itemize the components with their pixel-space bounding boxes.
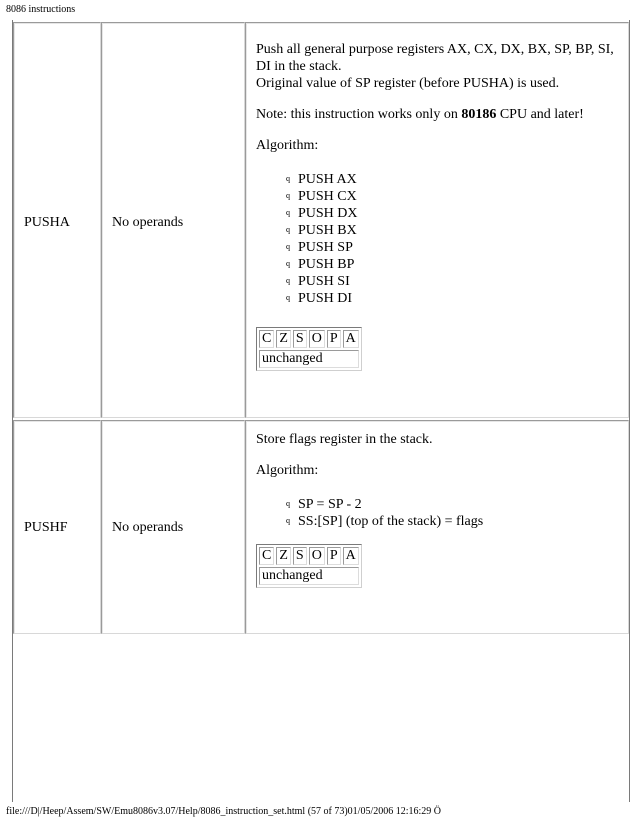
bullet-icon: q: [286, 293, 290, 302]
description-line-1: Push all general purpose registers AX, CX, DX, BX, SP, BP, SI, DI in the stack.: [256, 42, 614, 74]
list-item: [286, 205, 618, 222]
operands-cell: [101, 22, 245, 418]
mnemonic-text: PUSHF: [24, 520, 68, 535]
algorithm-step: PUSH DX: [298, 206, 358, 221]
mnemonic-cell: [13, 22, 101, 418]
flag-a: A: [343, 330, 359, 348]
bullet-icon: q: [286, 225, 290, 234]
flag-o: O: [309, 330, 325, 348]
flags-value: unchanged: [259, 567, 359, 585]
operands-text: No operands: [112, 520, 184, 535]
bullet-icon: q: [286, 191, 290, 200]
flag-p: P: [327, 330, 341, 348]
flags-header-row: [259, 547, 359, 565]
list-item: [286, 171, 618, 188]
list-item: [286, 256, 618, 273]
algorithm-step: PUSH AX: [298, 172, 357, 187]
description-line-2: Original value of SP register (before PUSHA) is used.: [256, 76, 560, 91]
flag-a: A: [343, 547, 359, 565]
bullet-icon: q: [286, 208, 290, 217]
flags-value-row: [259, 350, 359, 368]
flag-c: C: [259, 330, 274, 348]
algorithm-label: Algorithm:: [256, 463, 319, 478]
flags-value: unchanged: [259, 350, 359, 368]
flag-c: C: [259, 547, 274, 565]
algorithm-step: PUSH DI: [298, 291, 353, 306]
list-item: [286, 513, 618, 530]
flags-value-row: [259, 567, 359, 585]
algorithm-step: SP = SP - 2: [298, 497, 362, 512]
algorithm-list: [256, 171, 618, 307]
note-suffix: CPU and later!: [496, 107, 584, 122]
flags-header-row: [259, 330, 359, 348]
algorithm-step: PUSH SI: [298, 274, 350, 289]
algorithm-step: PUSH BP: [298, 257, 355, 272]
mnemonic-text: PUSHA: [24, 215, 70, 230]
bullet-icon: q: [286, 242, 290, 251]
page-footer-path: file:///D|/Heep/Assem/SW/Emu8086v3.07/Help/8086_instruction_set.html (57 of 73)01/05/2006 12:16:29 Ö: [6, 806, 442, 817]
flag-s: S: [293, 547, 307, 565]
flag-o: O: [309, 547, 325, 565]
algorithm-list: [256, 496, 618, 530]
algorithm-step: PUSH CX: [298, 189, 357, 204]
mnemonic-cell: [13, 420, 101, 634]
table-row-pusha: [13, 22, 629, 418]
flag-s: S: [293, 330, 307, 348]
flags-table: [256, 327, 362, 371]
list-item: [286, 188, 618, 205]
list-item: [286, 222, 618, 239]
algorithm-step: SS:[SP] (top of the stack) = flags: [298, 514, 484, 529]
flag-z: Z: [276, 330, 291, 348]
algorithm-step: PUSH BX: [298, 223, 357, 238]
algorithm-label: Algorithm:: [256, 138, 319, 153]
bullet-icon: q: [286, 499, 290, 508]
list-item: [286, 290, 618, 307]
description-paragraph: [256, 41, 618, 92]
bullet-icon: q: [286, 276, 290, 285]
bullet-icon: q: [286, 174, 290, 183]
table-row-pushf: [13, 420, 629, 634]
operands-text: No operands: [112, 215, 184, 230]
description-cell: [245, 22, 629, 418]
flag-p: P: [327, 547, 341, 565]
list-item: [286, 239, 618, 256]
description-content: [256, 431, 618, 588]
flags-table: [256, 544, 362, 588]
list-item: [286, 496, 618, 513]
algorithm-step: PUSH SP: [298, 240, 353, 255]
description-paragraph: Store flags register in the stack.: [256, 432, 433, 447]
bullet-icon: q: [286, 259, 290, 268]
flag-z: Z: [276, 547, 291, 565]
page-header-title: 8086 instructions: [6, 4, 76, 15]
bullet-icon: q: [286, 516, 290, 525]
operands-cell: [101, 420, 245, 634]
note-cpu-bold: 80186: [461, 107, 497, 122]
description-cell: [245, 420, 629, 634]
list-item: [286, 273, 618, 290]
note-prefix: Note: this instruction works only on: [256, 107, 462, 122]
description-content: [256, 41, 618, 371]
note-paragraph: [256, 106, 618, 123]
